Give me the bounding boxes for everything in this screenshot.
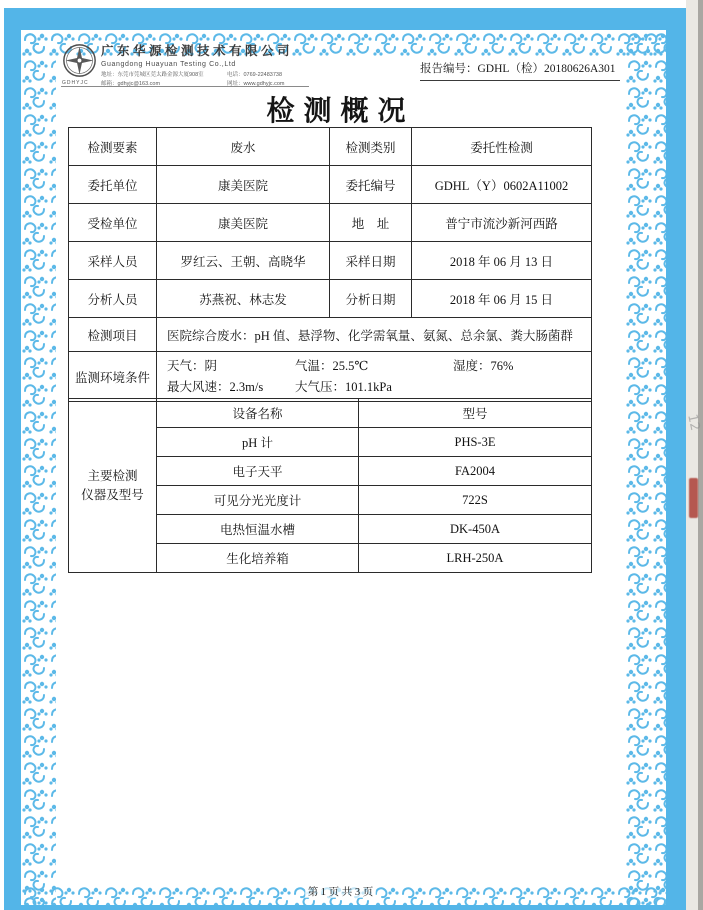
row-value: 普宁市流沙新河西路 bbox=[412, 204, 592, 242]
row-label: 委托编号 bbox=[330, 166, 412, 204]
page-title: 检测概况 bbox=[266, 96, 415, 127]
company-name-en: Guangdong Huayuan Testing Co.,Ltd bbox=[101, 61, 236, 68]
table-row bbox=[69, 128, 592, 166]
row-value: 康美医院 bbox=[157, 166, 330, 204]
table-row-project bbox=[69, 318, 592, 352]
company-address: 地址：东莞市莞城区莞太路金源大厦908室 bbox=[101, 72, 204, 78]
letterhead-divider bbox=[61, 86, 309, 87]
red-stamp-fragment bbox=[689, 478, 698, 518]
report-number-label: 报告编号： bbox=[420, 63, 478, 75]
table-row bbox=[69, 280, 592, 318]
frame-band-right bbox=[666, 8, 686, 910]
lace-border-right bbox=[625, 30, 666, 905]
env-humidity: 湿度：76% bbox=[453, 359, 514, 373]
scan-edge-shadow bbox=[698, 0, 703, 910]
report-number-value: GDHL（检）20180626A301 bbox=[477, 63, 616, 75]
row-label: 分析日期 bbox=[330, 280, 412, 318]
frame-band-left bbox=[4, 8, 21, 910]
company-name-cn: 广东华源检测技术有限公司 bbox=[101, 44, 294, 58]
equipment-header-row bbox=[69, 399, 592, 428]
env-wind: 最大风速：2.3m/s bbox=[167, 379, 264, 394]
equipment-name: 生化培养箱 bbox=[157, 544, 359, 573]
report-number bbox=[420, 60, 620, 81]
page-number: 第 1 页 共 3 页 bbox=[305, 887, 377, 898]
letterhead bbox=[101, 41, 331, 89]
equipment-name: 电热恒温水槽 bbox=[157, 515, 359, 544]
equipment-label-line2: 仪器及型号 bbox=[81, 487, 144, 502]
table-row bbox=[69, 204, 592, 242]
equipment-model: FA2004 bbox=[359, 457, 592, 486]
overview-table bbox=[68, 127, 592, 402]
frame-band-top bbox=[4, 8, 686, 30]
equipment-model: DK-450A bbox=[359, 515, 592, 544]
row-label: 委托单位 bbox=[69, 166, 157, 204]
env-temperature: 气温：25.5℃ bbox=[295, 359, 369, 373]
table-row bbox=[69, 242, 592, 280]
equipment-model: 722S bbox=[359, 486, 592, 515]
environment-conditions bbox=[157, 352, 592, 402]
project-items: 医院综合废水：pH 值、悬浮物、化学需氧量、氨氮、总余氯、粪大肠菌群 bbox=[157, 318, 592, 352]
row-label: 检测项目 bbox=[69, 318, 157, 352]
equipment-table bbox=[68, 398, 592, 573]
env-weather: 天气：阴 bbox=[167, 359, 218, 373]
row-label: 分析人员 bbox=[69, 280, 157, 318]
row-label: 监测环境条件 bbox=[69, 352, 157, 402]
equipment-model: PHS-3E bbox=[359, 428, 592, 457]
row-value: 苏燕祝、林志发 bbox=[157, 280, 330, 318]
equipment-label-line1: 主要检测 bbox=[87, 468, 138, 483]
table-row-environment bbox=[69, 352, 592, 402]
env-pressure: 大气压：101.1kPa bbox=[295, 379, 392, 394]
logo-code-text: GDHYJC bbox=[62, 80, 89, 86]
company-email: 邮箱：gdhyjc@163.com bbox=[101, 80, 161, 87]
row-value: 康美医院 bbox=[157, 204, 330, 242]
compass-logo-icon bbox=[62, 43, 97, 78]
equipment-name: 电子天平 bbox=[157, 457, 359, 486]
company-website: 网址：www.gdhyjc.com bbox=[227, 80, 285, 87]
row-value: 委托性检测 bbox=[412, 128, 592, 166]
row-label: 采样日期 bbox=[330, 242, 412, 280]
page-footer bbox=[56, 882, 625, 900]
equipment-col-name: 设备名称 bbox=[157, 399, 359, 428]
table-row bbox=[69, 166, 592, 204]
row-label: 地 址 bbox=[330, 204, 412, 242]
equipment-model: LRH-250A bbox=[359, 544, 592, 573]
handwritten-mark: 12 bbox=[684, 412, 703, 433]
row-value: 罗红云、王朝、高晓华 bbox=[157, 242, 330, 280]
company-phone: 电话：0769-22483738 bbox=[227, 72, 283, 78]
equipment-col-model: 型号 bbox=[359, 399, 592, 428]
row-label: 检测要素 bbox=[69, 128, 157, 166]
row-value: 废水 bbox=[157, 128, 330, 166]
row-value: 2018 年 06 月 15 日 bbox=[412, 280, 592, 318]
row-value: GDHL（Y）0602A11002 bbox=[412, 166, 592, 204]
equipment-name: pH 计 bbox=[157, 428, 359, 457]
equipment-name: 可见分光光度计 bbox=[157, 486, 359, 515]
row-label: 检测类别 bbox=[330, 128, 412, 166]
lace-border-left bbox=[21, 30, 56, 905]
row-label: 受检单位 bbox=[69, 204, 157, 242]
equipment-section-label bbox=[69, 399, 157, 573]
frame-band-bottom bbox=[4, 905, 686, 910]
row-value: 2018 年 06 月 13 日 bbox=[412, 242, 592, 280]
row-label: 采样人员 bbox=[69, 242, 157, 280]
